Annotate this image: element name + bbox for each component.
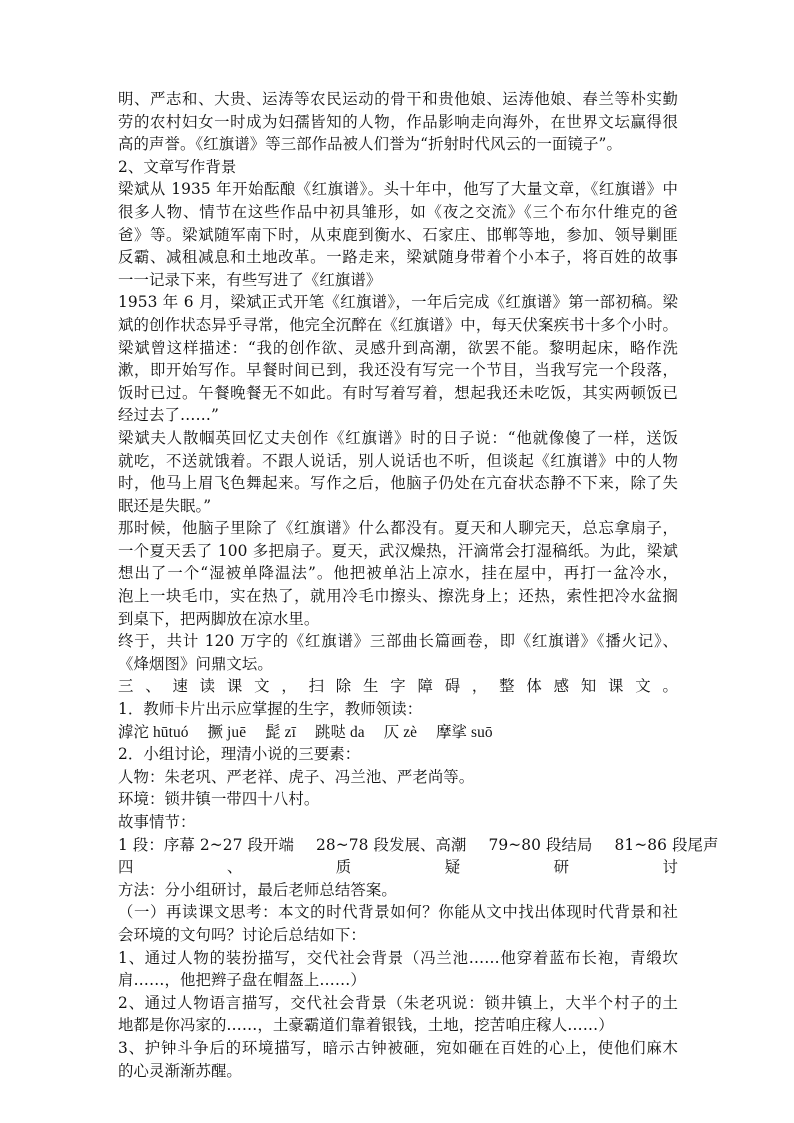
text-line: 泡上一块毛巾，实在热了，就用冷毛巾擦头、擦洗身上；还热，索性把冷水盆搁: [118, 587, 678, 606]
vocab-pinyin: zī: [284, 723, 296, 741]
text-line: 一一记录下来，有些写进了《红旗谱》: [118, 270, 382, 289]
text-line: 四、质疑研讨: [118, 858, 678, 877]
text-line: 3、护钟斗争后的环境描写，暗示古钟被砸，宛如砸在百姓的心上，使他们麻木: [118, 1038, 678, 1057]
plot-segments: [118, 834, 719, 857]
text-block: [118, 88, 678, 721]
text-line: 到桌下，把两脚放在凉水里。: [118, 609, 320, 628]
vocab-word: 髭: [265, 722, 281, 741]
vocab-word: 摩挲: [436, 722, 468, 741]
text-line: 经过去了……”: [118, 406, 219, 425]
text-line: 人物：朱老巩、严老祥、虎子、冯兰池、严老尚等。: [118, 767, 475, 786]
text-line: 肩……，他把辫子盘在帽盔上……）: [118, 971, 366, 990]
text-line: 那时候，他脑子里除了《红旗谱》什么都没有。夏天和人聊完天，总忘拿扇子，: [118, 519, 678, 538]
text-line: 想出了一个“湿被单降温法”。他把被单沾上凉水，挂在屋中，再打一盆冷水，: [118, 564, 678, 583]
text-line: 一个夏天丢了 100 多把扇子。夏天，武汉燥热，汗滴常会打湿稿纸。为此，梁斌: [118, 541, 678, 560]
text-line: 会环境的文句吗？讨论后总结如下：: [118, 925, 366, 944]
text-line: 地都是你冯家的……，土豪霸道们靠着银钱，土地，挖苦咱庄稼人……）: [118, 1016, 614, 1035]
text-line: 环境：锁井镇一带四十八村。: [118, 790, 320, 809]
text-line: 终于，共计 120 万字的《红旗谱》三部曲长篇画卷，即《红旗谱》《播火记》、: [118, 632, 678, 651]
plot-segment: 1 段：序幕 2~27 段开端: [118, 835, 294, 854]
text-line: 高的声誉。《红旗谱》等三部作品被人们誉为“折射时代风云的一面镜子”。: [118, 135, 622, 154]
text-line: 眠还是失眠。”: [118, 496, 212, 515]
text-line: 1、通过人物的装扮描写，交代社会背景（冯兰池……他穿着蓝布长袍，青缎坎: [118, 948, 678, 967]
vocab-word: 撅: [207, 722, 224, 741]
text-line: 2、文章写作背景: [118, 157, 237, 176]
vocab-pinyin: juē: [227, 723, 247, 741]
vocab-word: 仄: [383, 722, 400, 741]
text-line: 1．教师卡片出示应掌握的生字，教师领读：: [118, 700, 423, 719]
text-line: 饭时已过。午餐晚餐无不如此。有时写着写着，想起我还未吃饭，其实两顿饭已: [118, 383, 678, 402]
vocab-pinyin: suō: [471, 723, 493, 741]
text-line: 斌的创作状态异乎寻常，他完全沉醉在《红旗谱》中，每天伏案疾书十多个小时。: [118, 315, 678, 334]
text-block: [118, 856, 678, 1082]
text-line: 梁斌从 1935 年开始酝酿《红旗谱》。头十年中，他写了大量文章，《红旗谱》中: [118, 180, 678, 199]
vocab-line: [118, 721, 678, 744]
vocab-pinyin: zè: [403, 723, 418, 741]
vocab-pinyin: da: [349, 723, 365, 741]
text-line: 三、速读课文，扫除生字障碍，整体感知课文。: [118, 677, 678, 696]
plot-segment: 28~78 段发展、高潮: [315, 835, 467, 854]
text-line: 《烽烟图》问鼎文坛。: [118, 654, 273, 673]
text-line: 就吃，不送就饿着。不跟人说话，别人说话也不听，但谈起《红旗谱》中的人物: [118, 451, 678, 470]
vocab-word: 跳哒: [314, 722, 346, 741]
text-line: 漱，即开始写作。早餐时间已到，我还没有写完一个节目，当我写完一个段落，: [118, 361, 678, 380]
text-line: 反霸、减租减息和土地改革。一路走来，梁斌随身带着个小本子，将百姓的故事: [118, 248, 678, 267]
plot-segment: 79~80 段结局: [488, 835, 593, 854]
text-line: 爸》等。梁斌随军南下时，从束鹿到衡水、石家庄、邯郸等地，参加、领导剿匪: [118, 225, 678, 244]
text-line: 梁斌曾这样描述：“我的创作欲、灵感升到高潮，欲罢不能。黎明起床，略作洗: [118, 338, 678, 357]
document-body: [118, 88, 719, 1082]
plot-segment: 81~86 段尾声: [614, 835, 719, 854]
text-line: 梁斌夫人散帼英回忆丈夫创作《红旗谱》时的日子说：“他就像傻了一样，送饭: [118, 428, 678, 447]
text-line: 1953 年 6 月，梁斌正式开笔《红旗谱》，一年后完成《红旗谱》第一部初稿。梁: [118, 293, 678, 312]
text-line: （一）再读课文思考：本文的时代背景如何？你能从文中找出体现时代背景和社: [118, 903, 678, 922]
text-line: 明、严志和、大贵、运涛等农民运动的骨干和贵他娘、运涛他娘、春兰等朴实勤: [118, 90, 678, 108]
text-line: 方法：分小组研讨，最后老师总结答案。: [118, 880, 397, 899]
text-line: 2、通过人物语言描写，交代社会背景（朱老巩说：锁井镇上，大半个村子的土: [118, 993, 678, 1012]
text-line: 故事情节：: [118, 813, 196, 831]
text-line: 很多人物、情节在这些作品中初具雏形，如《夜之交流》《三个布尔什维克的爸: [118, 202, 678, 221]
text-line: 2．小组讨论，理清小说的三要素：: [118, 745, 361, 764]
vocab-pinyin: hūtuó: [152, 723, 189, 741]
vocab-word: 滹沱: [118, 722, 149, 741]
text-line: 劳的农村妇女一时成为妇孺皆知的人物，作品影响走向海外，在世界文坛赢得很: [118, 112, 678, 131]
text-line: 时，他马上眉飞色舞起来。写作之后，他脑子仍处在亢奋状态静不下来，除了失: [118, 474, 678, 493]
text-line: 的心灵渐渐苏醒。: [118, 1061, 242, 1080]
